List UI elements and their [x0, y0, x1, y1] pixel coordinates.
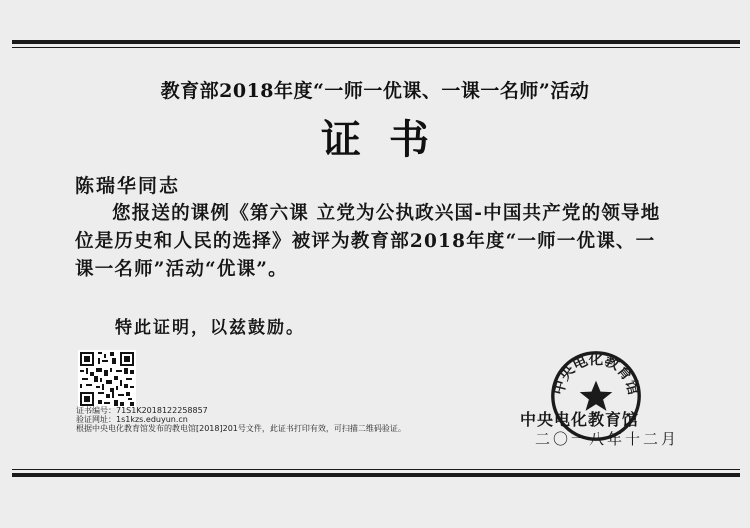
issuer-name: 中央电化教育馆	[520, 410, 640, 429]
bottom-border-thin	[12, 469, 740, 470]
qr-code	[78, 350, 136, 408]
verify-url-value: 1s1kzs.eduyun.cn	[116, 415, 188, 424]
seal-text: 中央电化教育馆	[549, 350, 643, 397]
verification-note: 根据中央电化教育馆发布的教电馆[2018]201号文件，此证书打印有效，可扫描二维码验证。	[76, 424, 406, 433]
certificate-code-value: 71S1K2018122258857	[116, 406, 208, 415]
verify-url-label: 验证网址：	[76, 415, 116, 424]
certificate-code-label: 证书编号：	[76, 406, 116, 415]
bottom-border-thick	[12, 473, 740, 477]
issue-date: 二〇一八年十二月	[535, 430, 680, 448]
top-border-thick	[12, 40, 740, 44]
recipient-name: 陈瑞华同志	[75, 175, 181, 197]
certificate-closing: 特此证明，以兹鼓励。	[115, 318, 305, 338]
certificate-body: 您报送的课例《第六课 立党为公执政兴国-中国共产党的领导地位是历史和人民的选择》被评为教育部2018年度“一师一优课、一课一名师”活动“优课”。	[75, 203, 661, 280]
certificate-heading: 教育部2018年度“一师一优课、一课一名师”活动	[160, 80, 590, 102]
top-border-thin	[12, 47, 740, 48]
certificate-title: 证书	[321, 116, 457, 163]
